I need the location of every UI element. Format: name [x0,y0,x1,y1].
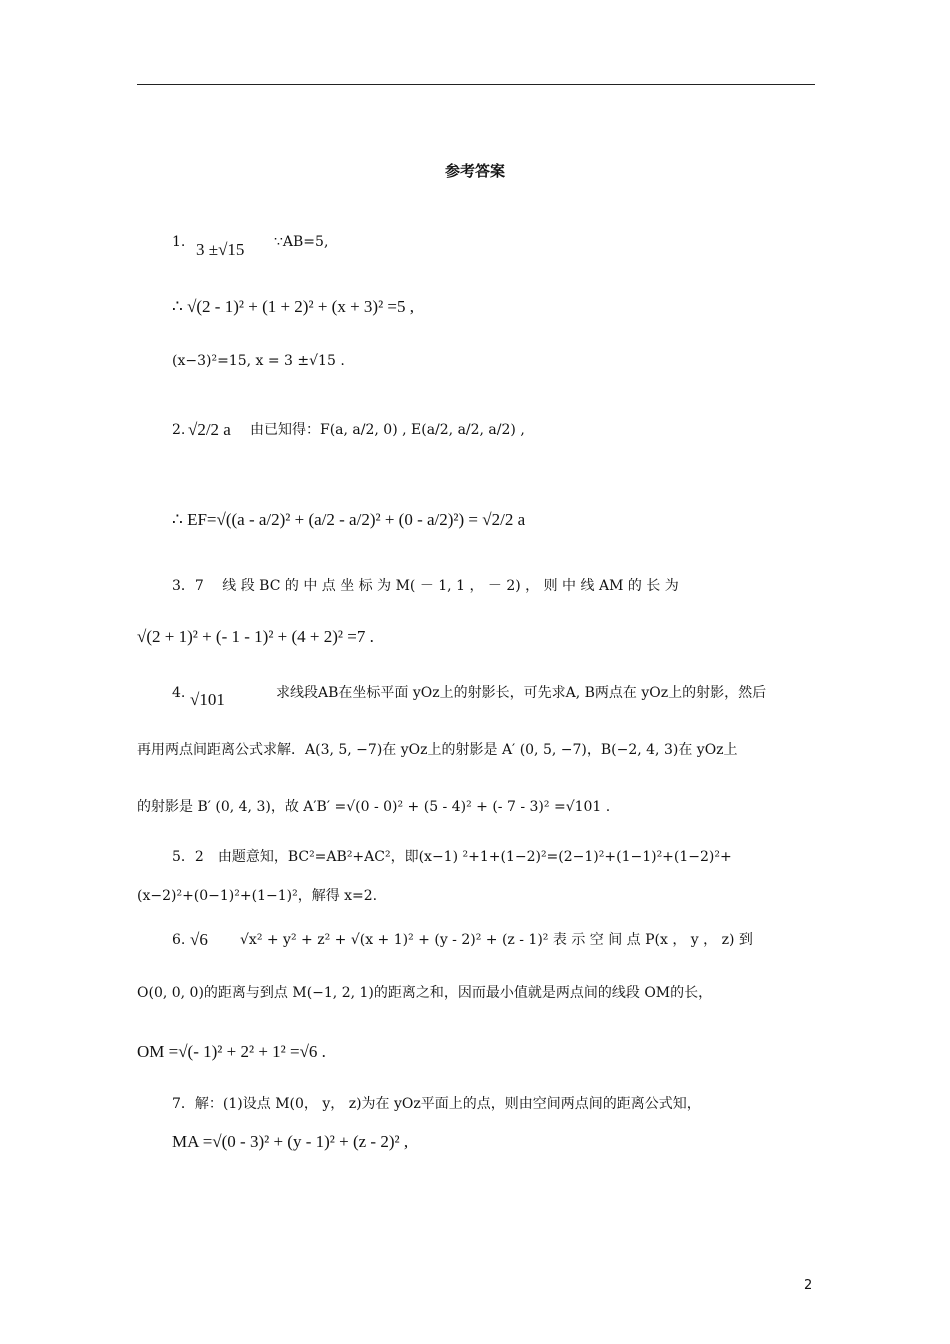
answer-1-result: 3 ±√15 [196,240,245,259]
answer-5-line-1: 5．2 由题意知，BC²=AB²+AC²，即(x−1) ²+1+(1−2)²=(2−1)²+(1−1)²+(1−2)²+ [172,849,732,865]
answer-6-number: 6. [172,932,186,948]
answer-3-line-2: √(2 + 1)² + (- 1 - 1)² + (4 + 2)² =7 . [137,627,374,646]
answer-7-line-1: 7．解：(1)设点 M(0， y， z)为在 yOz平面上的点，则由空间两点间的距离公式知， [172,1096,701,1112]
answer-1-line-1: ∵AB=5, [274,234,329,250]
answer-4-line-2: 再用两点间距离公式求解．A(3, 5, −7)在 yOz上的射影是 A′ (0, 5, −7)，B(−2, 4, 3)在 yOz上 [137,742,738,758]
page-number: 2 [804,1278,813,1293]
answer-5-line-2: (x−2)²+(0−1)²+(1−1)²，解得 x=2. [137,888,378,904]
answer-4-line-3: 的射影是 B′ (0, 4, 3)，故 A′B′ =√(0 - 0)² + (5 - 4)² + (- 7 - 3)² =√101 . [137,799,611,815]
answer-1-number: 1. [172,234,186,250]
answer-2-line-2: ∴ EF=√((a - a/2)² + (a/2 - a/2)² + (0 - a/2)²) = √2/2 a [172,510,526,529]
answer-3-line-1: 3．7 线 段 BC 的 中 点 坐 标 为 M( － 1, 1 ， － 2) ， 则 中 线 AM 的 长 为 [172,578,679,594]
answer-2-result: √2/2 a [188,420,231,439]
answer-6-line-2: O(0, 0, 0)的距离与到点 M(−1, 2, 1)的距离之和，因而最小值就是两点间的线段 OM的长， [137,985,713,1001]
page-title: 参考答案 [444,162,505,180]
answer-1-line-2: ∴ √(2 - 1)² + (1 + 2)² + (x + 3)² =5 , [172,297,415,316]
answer-6-line-3: OM =√(- 1)² + 2² + 1² =√6 . [137,1042,326,1061]
answer-4-result: √101 [190,690,225,709]
answer-4-line-1: 求线段AB在坐标平面 yOz上的射影长，可先求A, B两点在 yOz上的射影，然后 [276,685,767,701]
answer-6-line-1: √x² + y² + z² + √(x + 1)² + (y - 2)² + (z - 1)² 表 示 空 间 点 P(x ， y ， z) 到 [240,932,753,948]
answer-1-line-3: (x−3)²=15, x = 3 ±√15 . [172,353,345,369]
answer-2-number: 2. [172,422,186,438]
answer-2-line-1: 由已知得：F(a, a/2, 0) , E(a/2, a/2, a/2) , [250,422,525,438]
answer-7-line-2: MA =√(0 - 3)² + (y - 1)² + (z - 2)² , [172,1132,409,1151]
answer-6-result: √6 [190,930,208,949]
header-rule [137,84,815,85]
answer-4-number: 4. [172,685,186,701]
